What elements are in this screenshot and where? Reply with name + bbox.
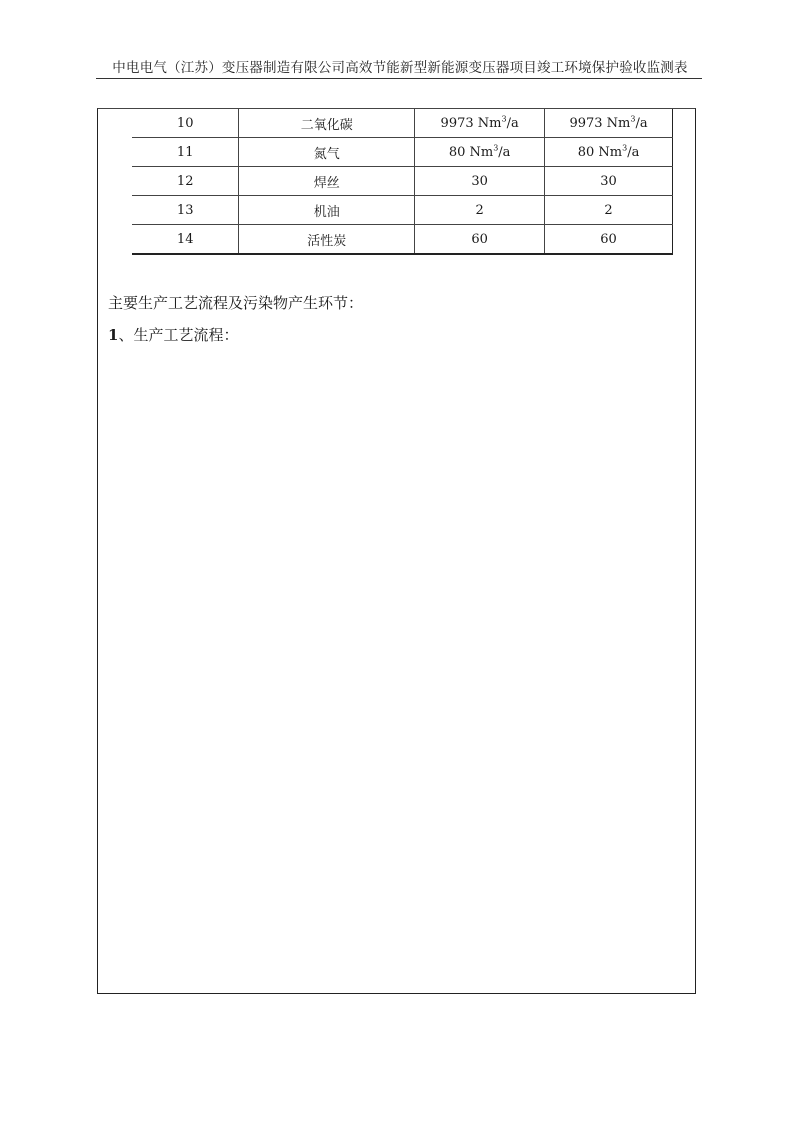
designed-amount-cell: 2	[415, 196, 545, 225]
designed-amount-cell: 30	[415, 167, 545, 196]
material-name-cell: 机油	[239, 196, 415, 225]
amount-superscript: 3	[622, 143, 628, 153]
subheading-number: 1	[108, 326, 119, 344]
actual-amount-cell: 60	[545, 225, 673, 255]
designed-amount-cell	[415, 138, 545, 167]
designed-amount-cell: 60	[415, 225, 545, 255]
actual-amount-cell: 30	[545, 167, 673, 196]
material-name-cell: 焊丝	[239, 167, 415, 196]
table-row	[132, 138, 673, 167]
amount-unit-suffix: /a	[506, 115, 519, 131]
amount-unit-suffix: /a	[498, 144, 511, 160]
row-number-cell: 10	[132, 109, 239, 138]
row-number-cell: 14	[132, 225, 239, 255]
actual-amount-cell	[545, 138, 673, 167]
row-number-cell: 11	[132, 138, 239, 167]
process-flow-subheading	[108, 324, 238, 345]
amount-value: 9973 Nm	[440, 115, 502, 131]
header-divider	[96, 78, 702, 79]
amount-value: 80 Nm	[448, 144, 494, 160]
process-section-heading: 主要生产工艺流程及污染物产生环节：	[108, 294, 364, 312]
row-number-cell: 13	[132, 196, 239, 225]
row-number-cell: 12	[132, 167, 239, 196]
amount-unit-suffix: /a	[635, 115, 648, 131]
amount-superscript: 3	[630, 114, 636, 124]
amount-superscript: 3	[501, 114, 507, 124]
actual-amount-cell: 2	[545, 196, 673, 225]
document-header-title: 中电电气（江苏）变压器制造有限公司高效节能新型新能源变压器项目竣工环境保护验收监测表	[112, 60, 688, 76]
table-row	[132, 225, 673, 255]
amount-superscript: 3	[493, 143, 499, 153]
material-name-cell: 氮气	[239, 138, 415, 167]
table-row	[132, 109, 673, 138]
amount-value: 9973 Nm	[569, 115, 631, 131]
designed-amount-cell	[415, 109, 545, 138]
material-name-cell: 二氧化碳	[239, 109, 415, 138]
material-name-cell: 活性炭	[239, 225, 415, 255]
actual-amount-cell	[545, 109, 673, 138]
amount-unit-suffix: /a	[627, 144, 640, 160]
amount-value: 80 Nm	[577, 144, 623, 160]
materials-consumption-table	[132, 109, 673, 255]
table-row	[132, 196, 673, 225]
table-row	[132, 167, 673, 196]
subheading-label: 、生产工艺流程：	[118, 326, 239, 344]
